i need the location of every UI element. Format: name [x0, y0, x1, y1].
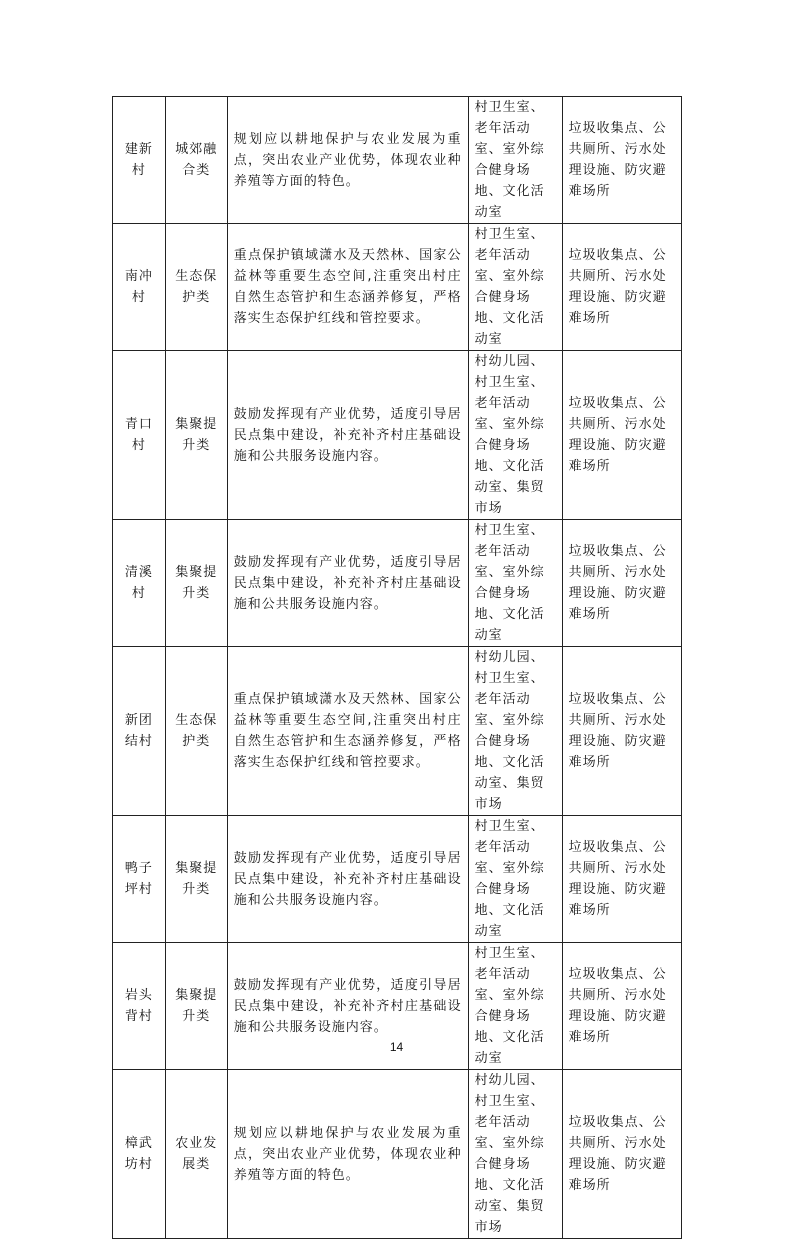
public-service-cell: 村幼儿园、村卫生室、老年活动室、室外综合健身场地、文化活动室、集贸市场 [468, 351, 562, 520]
planning-desc-cell: 规划应以耕地保护与农业发展为重点，突出农业产业优势，体现农业种养殖等方面的特色。 [227, 97, 468, 224]
planning-desc-cell: 重点保护镇域潇水及天然林、国家公益林等重要生态空间,注重突出村庄自然生态管护和生态涵养修复，严格落实生态保护红线和管控要求。 [227, 647, 468, 816]
village-name-cell: 樟武坊村 [113, 1070, 166, 1239]
village-type-cell: 集聚提升类 [165, 351, 227, 520]
village-name-cell: 岩头背村 [113, 943, 166, 1070]
village-type-cell: 农业发展类 [165, 1070, 227, 1239]
infrastructure-cell: 垃圾收集点、公共厕所、污水处理设施、防灾避难场所 [562, 943, 681, 1070]
public-service-cell: 村卫生室、老年活动室、室外综合健身场地、文化活动室 [468, 943, 562, 1070]
infrastructure-cell: 垃圾收集点、公共厕所、污水处理设施、防灾避难场所 [562, 97, 681, 224]
public-service-cell: 村幼儿园、村卫生室、老年活动室、室外综合健身场地、文化活动室、集贸市场 [468, 647, 562, 816]
village-type-cell: 城郊融合类 [165, 97, 227, 224]
public-service-cell: 村卫生室、老年活动室、室外综合健身场地、文化活动室 [468, 97, 562, 224]
village-type-cell: 集聚提升类 [165, 816, 227, 943]
table-row [113, 351, 682, 520]
planning-desc-cell: 规划应以耕地保护与农业发展为重点，突出农业产业优势，体现农业种养殖等方面的特色。 [227, 1070, 468, 1239]
planning-desc-cell: 鼓励发挥现有产业优势，适度引导居民点集中建设，补充补齐村庄基础设施和公共服务设施内容。 [227, 520, 468, 647]
village-name-cell: 新团结村 [113, 647, 166, 816]
table-row [113, 816, 682, 943]
village-planning-table [112, 96, 682, 1239]
planning-desc-cell: 重点保护镇域潇水及天然林、国家公益林等重要生态空间,注重突出村庄自然生态管护和生态涵养修复，严格落实生态保护红线和管控要求。 [227, 224, 468, 351]
infrastructure-cell: 垃圾收集点、公共厕所、污水处理设施、防灾避难场所 [562, 1070, 681, 1239]
public-service-cell: 村幼儿园、村卫生室、老年活动室、室外综合健身场地、文化活动室、集贸市场 [468, 1070, 562, 1239]
table-row [113, 224, 682, 351]
village-name-cell: 青口村 [113, 351, 166, 520]
public-service-cell: 村卫生室、老年活动室、室外综合健身场地、文化活动室 [468, 816, 562, 943]
village-type-cell: 生态保护类 [165, 224, 227, 351]
village-type-cell: 生态保护类 [165, 647, 227, 816]
planning-desc-cell: 鼓励发挥现有产业优势，适度引导居民点集中建设，补充补齐村庄基础设施和公共服务设施内容。 [227, 943, 468, 1070]
infrastructure-cell: 垃圾收集点、公共厕所、污水处理设施、防灾避难场所 [562, 816, 681, 943]
table-row [113, 97, 682, 224]
village-name-cell: 鸭子坪村 [113, 816, 166, 943]
planning-desc-cell: 鼓励发挥现有产业优势，适度引导居民点集中建设，补充补齐村庄基础设施和公共服务设施内容。 [227, 351, 468, 520]
table-row [113, 1070, 682, 1239]
public-service-cell: 村卫生室、老年活动室、室外综合健身场地、文化活动室 [468, 520, 562, 647]
infrastructure-cell: 垃圾收集点、公共厕所、污水处理设施、防灾避难场所 [562, 520, 681, 647]
page-number: 14 [389, 1040, 404, 1054]
table-row [113, 647, 682, 816]
table-row [113, 520, 682, 647]
infrastructure-cell: 垃圾收集点、公共厕所、污水处理设施、防灾避难场所 [562, 351, 681, 520]
public-service-cell: 村卫生室、老年活动室、室外综合健身场地、文化活动室 [468, 224, 562, 351]
village-type-cell: 集聚提升类 [165, 943, 227, 1070]
village-name-cell: 建新村 [113, 97, 166, 224]
infrastructure-cell: 垃圾收集点、公共厕所、污水处理设施、防灾避难场所 [562, 647, 681, 816]
planning-desc-cell: 鼓励发挥现有产业优势，适度引导居民点集中建设，补充补齐村庄基础设施和公共服务设施内容。 [227, 816, 468, 943]
village-name-cell: 南冲村 [113, 224, 166, 351]
village-name-cell: 清溪村 [113, 520, 166, 647]
village-type-cell: 集聚提升类 [165, 520, 227, 647]
infrastructure-cell: 垃圾收集点、公共厕所、污水处理设施、防灾避难场所 [562, 224, 681, 351]
